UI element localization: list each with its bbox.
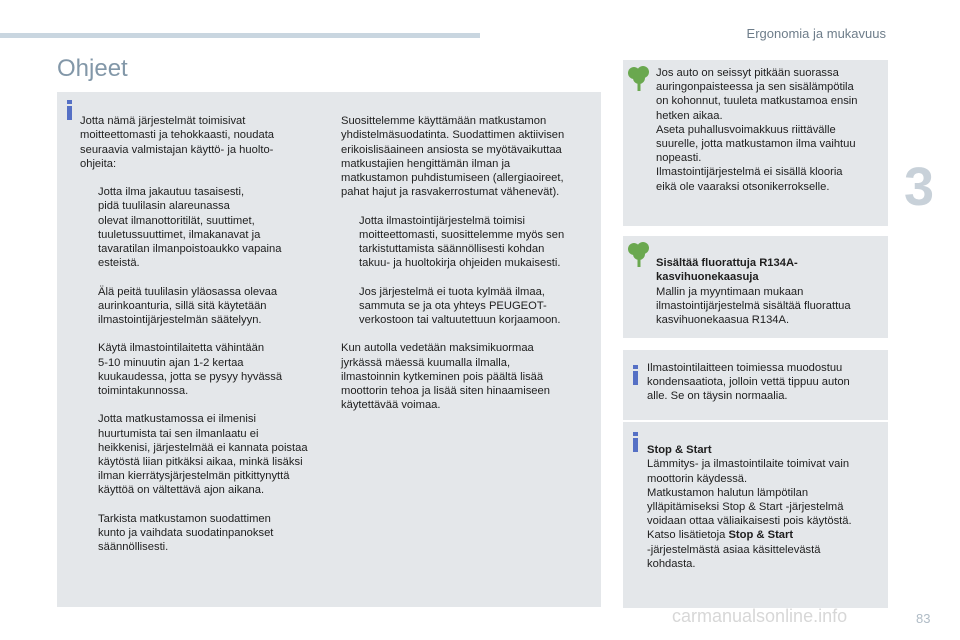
list-item: Jotta matkustamossa ei ilmenisi huurtumista tai sen ilmanlaatu ei heikkenisi, järjestelmää ei kannata poistaa käytöstä liian pitkäksi aikaa, minkä lisäksi ilman kierrätysjärjestelmän pitkittynyttä käyttöä on vältettävä ajon aikana. (80, 412, 338, 497)
info-icon (631, 432, 641, 452)
intro-text: Jotta nämä järjestelmät toimisivat moitteettomasti ja tehokkaasti, noudata seuraavia valmistajan käyttö- ja huolto- ohjeita: (80, 115, 275, 170)
main-column-right (341, 100, 596, 427)
bullet-hand-icon (80, 341, 98, 398)
bullet-hand-icon (80, 512, 98, 555)
page-number: 83 (916, 611, 931, 626)
list-item: Älä peitä tuulilasin yläosassa olevaa aurinkoanturia, sillä sitä käytetään ilmastointijärjestelmän säätelyyn. (80, 285, 338, 328)
list-item: Käytä ilmastointilaitetta vähintään 5-10 minuutin ajan 1-2 kertaa kuukaudessa, jotta se pysyy hyvässä toimintakunnossa. (80, 341, 338, 398)
page-heading: Ohjeet (57, 55, 128, 82)
list-item: Jotta ilma jakautuu tasaisesti, pidä tuulilasin alareunassa olevat ilmanottoritilät, suuttimet, tuuletussuuttimet, ilmakanavat ja tavaratilan ilmanpoistoaukko vapaina esteistä. (80, 185, 338, 270)
list-item: Jos järjestelmä ei tuota kylmää ilmaa, sammuta se ja ota yhteys PEUGEOT- verkostoon tai valtuutettuun korjaamoon. (341, 285, 596, 328)
bullet-hand-icon (80, 185, 98, 270)
filter-paragraph: Suosittelemme käyttämään matkustamon yhdistelmäsuodatinta. Suodattimen aktiivisen erikoislisäaineen ansiosta se myötävaikuttaa matkustajien hengittämän ilman ja matkustamon puhdistumiseen (allergiaoireet, pahat hajut ja rasvakerrostumat vähenevät). (341, 115, 565, 199)
eco-tip-text: Jos auto on seissyt pitkään suorassa auringonpaisteessa ja sen sisälämpötila on kohonnut, tuuleta matkustamoa ensin hetken aikaa. Aseta puhallusvoimakkuus riittävälle suurelle, jotta matkustamon ilma vaihtuu nopeasti. Ilmastointijärjestelmä ei sisällä klooria eikä ole vaaraksi otsonikerrokselle. (656, 67, 858, 193)
bullet-hand-icon (341, 285, 359, 328)
list-item: Tarkista matkustamon suodattimen kunto ja vaihdata suodatinpanokset säännöllisesti. (80, 512, 338, 555)
list-item: Jotta ilmastointijärjestelmä toimisi moitteettomasti, suosittelemme myös sen tarkistuttamista säännöllisesti kohdan takuu- ja huoltokirja ohjeiden mukaisesti. (341, 214, 596, 271)
info-icon (65, 100, 75, 120)
stop-start-title: Stop & Start (647, 444, 712, 457)
refrigerant-title: Sisältää fluorattuja R134A- kasvihuonekaasuja (656, 257, 798, 284)
main-column-left (80, 100, 338, 569)
condensation-text: Ilmastointilaitteen toimiessa muodostuu kondensaatiota, jolloin vettä tippuu auton alle. Se on täysin normaalia. (647, 362, 850, 403)
refrigerant-text: Sisältää fluorattuja R134A- kasvihuonekaasuja Mallin ja myyntimaan mukaan ilmastointijärjestelmä sisältää fluorattua kasvihuonekaasua R134A. (656, 257, 851, 327)
bullet-hand-icon (80, 412, 98, 497)
chapter-number: 3 (904, 157, 935, 217)
stop-start-text: Stop & Start Lämmitys- ja ilmastointilaite toimivat vain moottorin käydessä. Matkustamon halutun lämpötilan ylläpitämiseksi Stop & Start -järjestelmä voidaan ottaa väliaikaisesti pois käytöstä. Katso lisätietoja Stop & Start -järjestelmästä asiaa käsittelevästä kohdasta. (647, 444, 852, 570)
tree-icon (626, 64, 652, 92)
info-icon (631, 365, 641, 385)
towing-paragraph: Kun autolla vedetään maksimikuormaa jyrkässä mäessä kuumalla ilmalla, ilmastoinnin kytkeminen pois päältä lisää moottorin tehoa ja lisää siten hinaamiseen käytettävää voimaa. (341, 342, 550, 412)
bullet-hand-icon (341, 214, 359, 271)
section-title: Ergonomia ja mukavuus (746, 26, 886, 41)
bullet-hand-icon (80, 285, 98, 328)
watermark: carmanualsonline.info (672, 606, 848, 626)
top-accent-bar (0, 33, 480, 38)
tree-icon (626, 240, 652, 268)
